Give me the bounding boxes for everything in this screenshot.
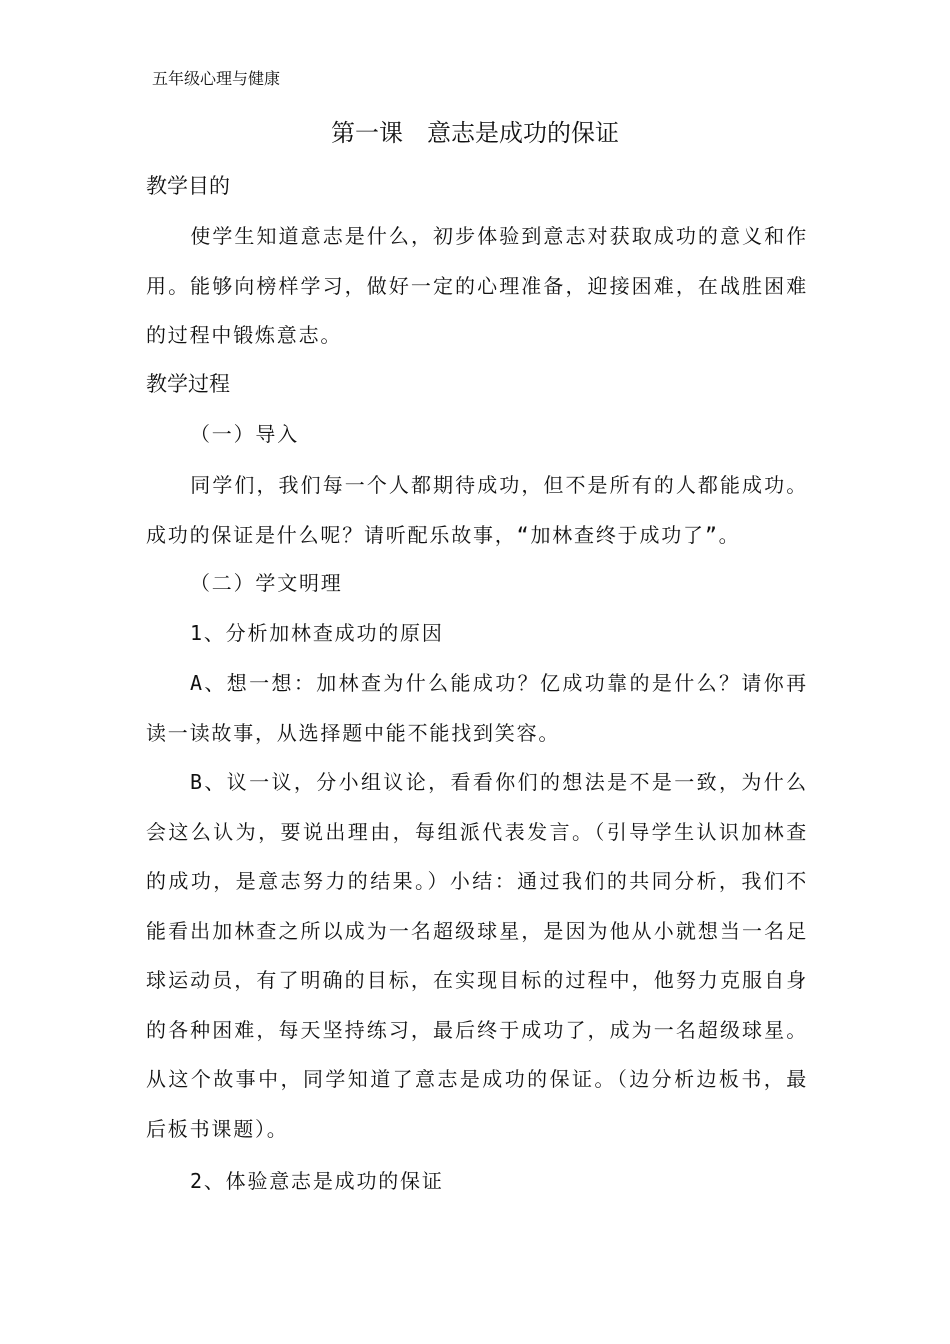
- goal-paragraph: [146, 212, 808, 361]
- intro-heading: （一）导入: [190, 422, 299, 446]
- item1-a-paragraph: [146, 659, 808, 758]
- item1-a-text: A、想一想：加林查为什么能成功？亿成功靠的是什么？请你再读一读故事，从选择题中能不能找到笑容。: [146, 671, 808, 745]
- item2-heading: 2、体验意志是成功的保证: [190, 1169, 444, 1193]
- item1-b-paragraph: [146, 758, 808, 1154]
- item1-heading: 1、分析加林查成功的原因: [190, 621, 444, 645]
- intro-text: 同学们，我们每一个人都期待成功，但不是所有的人都能成功。成功的保证是什么呢？请听配乐故事，“加林查终于成功了”。: [146, 473, 808, 547]
- intro-paragraph: [146, 461, 808, 560]
- item1-b-text: B、议一议，分小组议论，看看你们的想法是不是一致，为什么会这么认为，要说出理由，每组派代表发言。（引导学生认识加林查的成功，是意志努力的结果。）小结：通过我们的共同分析，我们不能看出加林查之所以成为一名超级球星，是因为他从小就想当一名足球运动员，有了明确的目标，在实现目标的过程中，他努力克服自身的各种困难，每天坚持练习，最后终于成功了，成为一名超级球星。从这个故事中，同学知道了意志是成功的保证。（边分析边板书，最后板书课题）。: [146, 770, 808, 1141]
- goal-heading: 教学目的: [146, 174, 230, 198]
- study-heading: （二）学文明理: [190, 571, 343, 595]
- goal-text: 使学生知道意志是什么，初步体验到意志对获取成功的意义和作用。能够向榜样学习，做好一定的心理准备，迎接困难，在战胜困难的过程中锻炼意志。: [146, 224, 808, 347]
- document-header: 五年级心理与健康: [152, 69, 281, 88]
- lesson-title: 第一课 意志是成功的保证: [331, 119, 619, 147]
- process-heading: 教学过程: [146, 372, 230, 396]
